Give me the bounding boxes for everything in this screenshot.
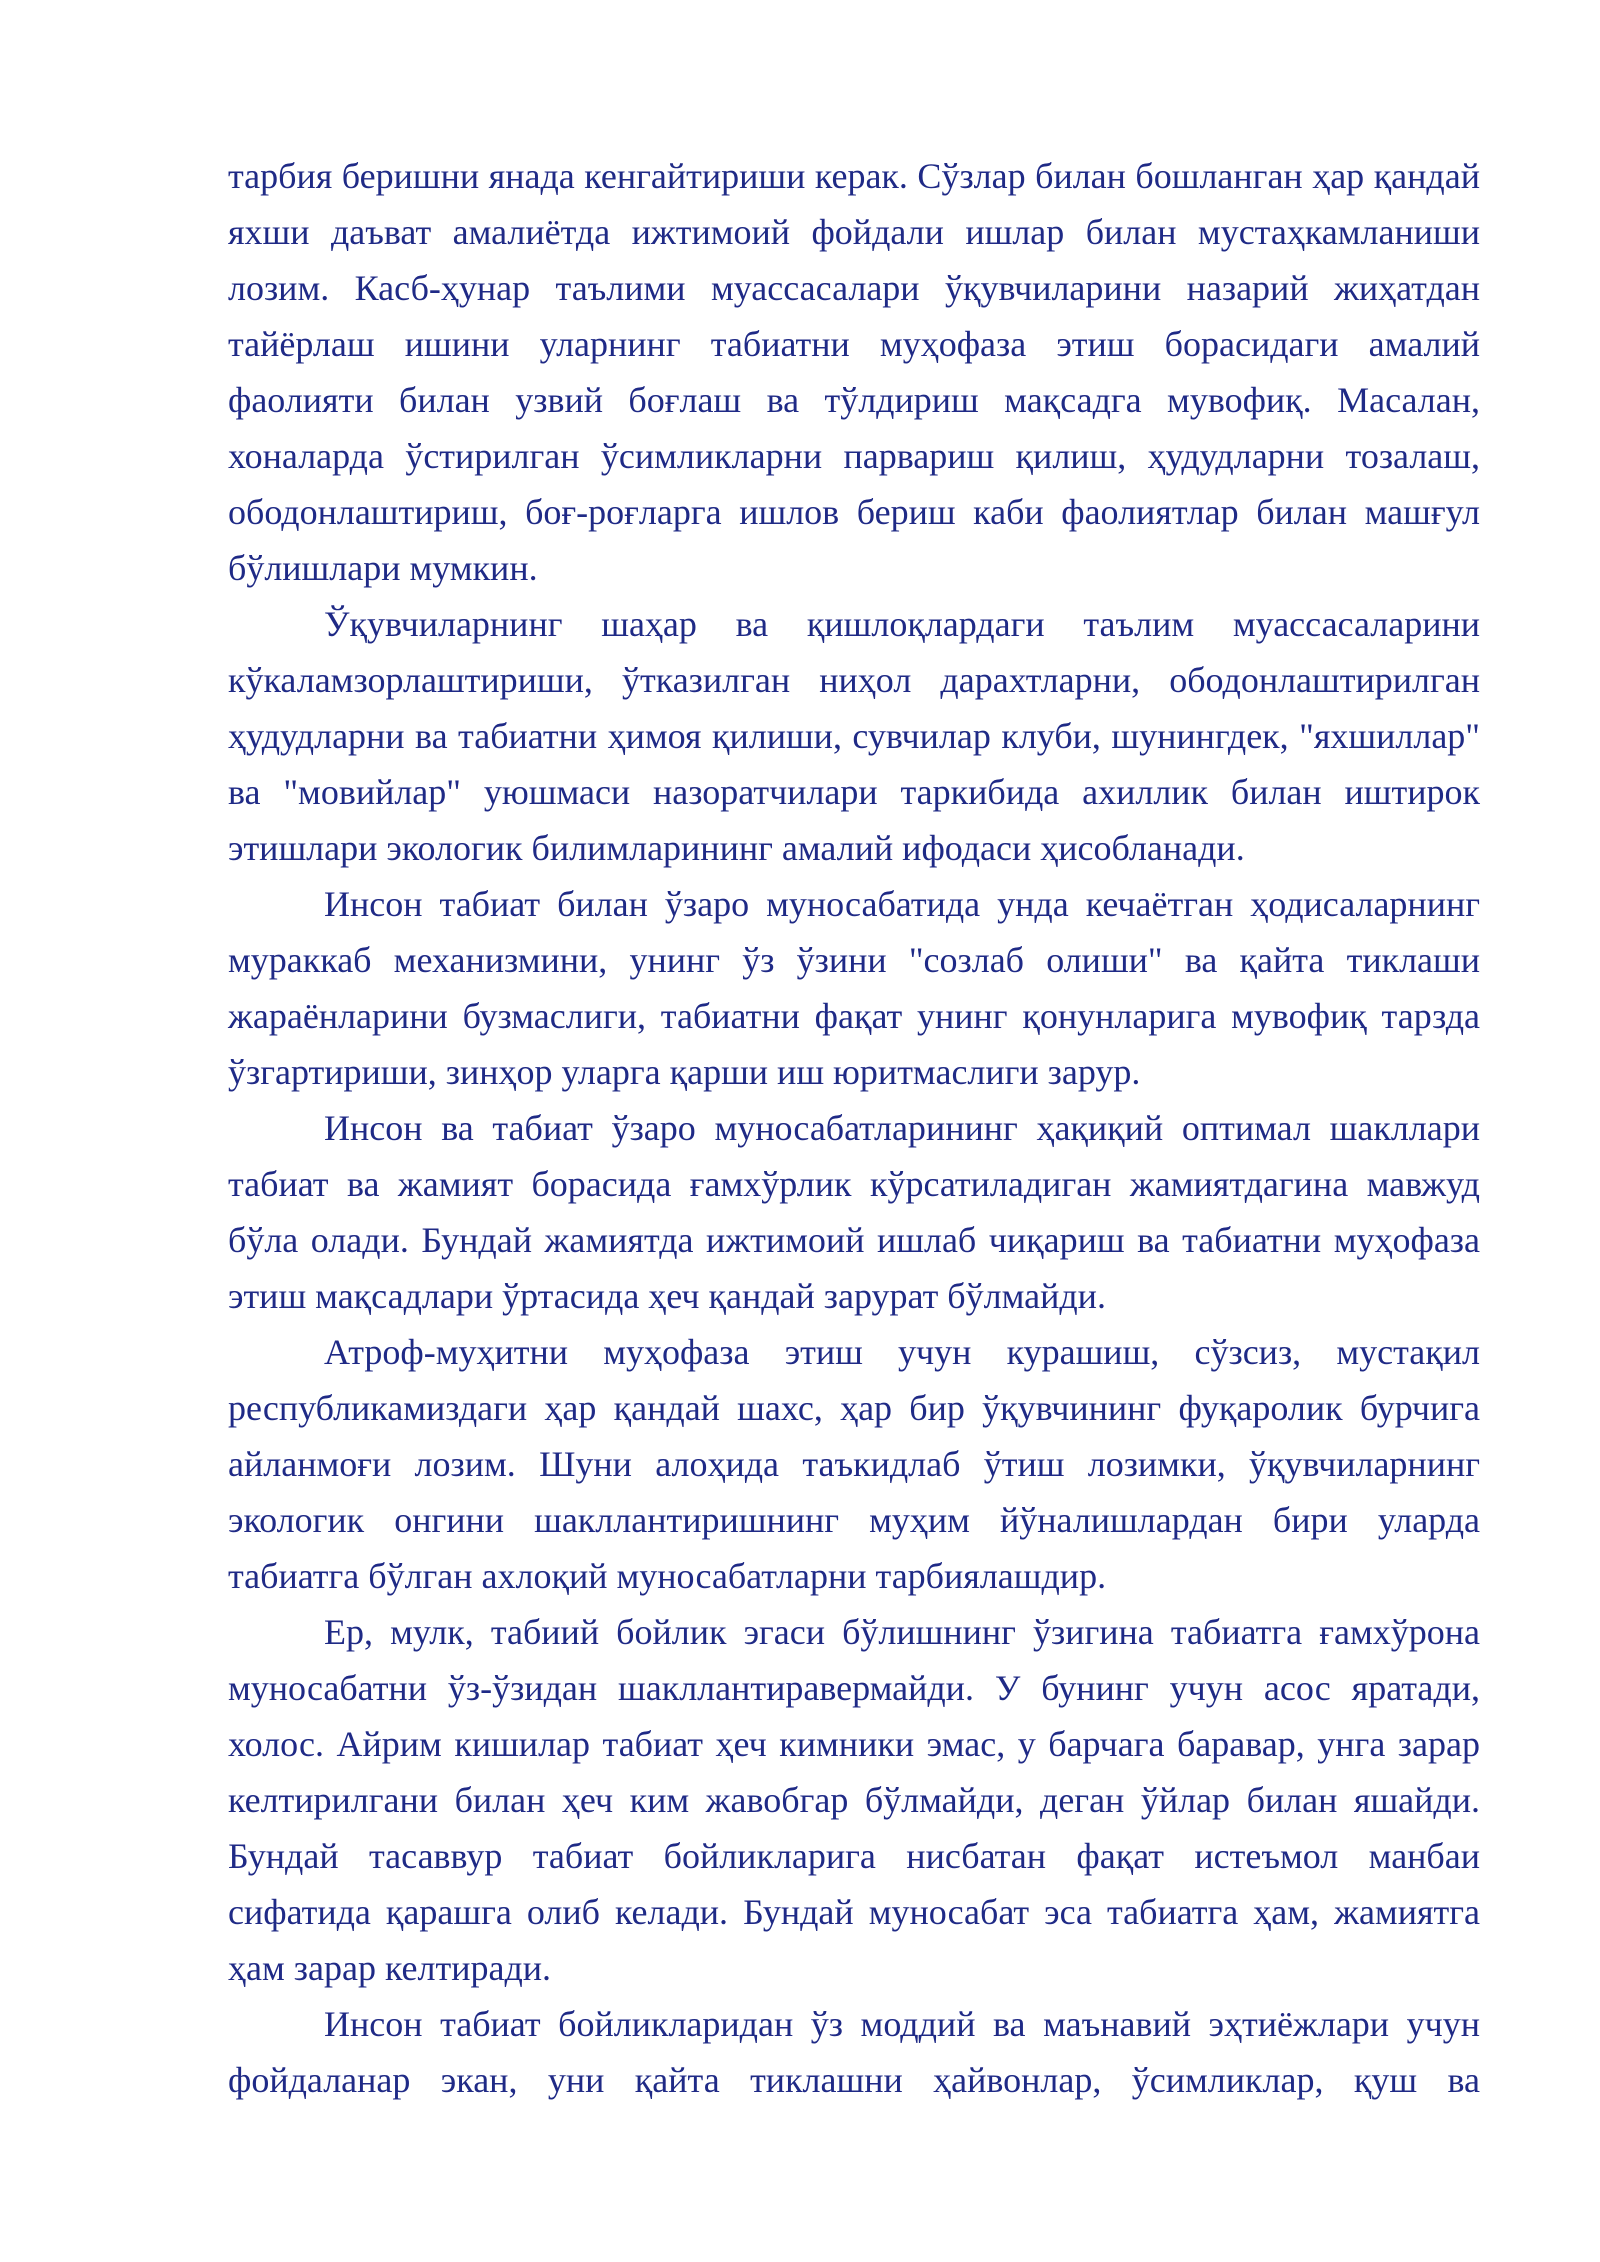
paragraph-3: Инсон табиат билан ўзаро муносабатида унда кечаётган ҳодисаларнинг мураккаб механизмини, унинг ўз ўзини "созлаб олиши" ва қайта тиклаши жараёнларини бузмаслиги, табиатни фақат унинг қонунларига мувофиқ тарзда ўзгартириши, зинҳор уларга қарши иш юритмаслиги зарур. — [228, 884, 1480, 1092]
document-page — [228, 148, 1480, 2108]
paragraph-4: Инсон ва табиат ўзаро муносабатларининг ҳақиқий оптимал шакллари табиат ва жамият борасида ғамхўрлик кўрсатиладиган жамиятдагина мавжуд бўла олади. Бундай жамиятда ижтимоий ишлаб чиқариш ва табиатни муҳофаза этиш мақсадлари ўртасида ҳеч қандай зарурат бўлмайди. — [228, 1108, 1480, 1316]
paragraph-2: Ўқувчиларнинг шаҳар ва қишлоқлардаги таълим муассасаларини кўкаламзорлаштириши, ўтказилган ниҳол дарахтларни, ободонлаштирилган ҳудудларни ва табиатни ҳимоя қилиши, сувчилар клуби, шунингдек, "яхшиллар" ва "мовийлар" уюшмаси назоратчилари таркибида ахиллик билан иштирок этишлари экологик билимларининг амалий ифодаси ҳисобланади. — [228, 604, 1480, 868]
paragraph-5: Атроф-муҳитни муҳофаза этиш учун курашиш, сўзсиз, мустақил республикамиздаги ҳар қандай шахс, ҳар бир ўқувчининг фуқаролик бурчига айланмоғи лозим. Шуни алоҳида таъкидлаб ўтиш лозимки, ўқувчиларнинг экологик онгини шакллантиришнинг муҳим йўналишлардан бири уларда табиатга бўлган ахлоқий муносабатларни тарбиялашдир. — [228, 1332, 1480, 1596]
paragraph-6: Ер, мулк, табиий бойлик эгаси бўлишнинг ўзигина табиатга ғамхўрона муносабатни ўз-ўзидан шакллантиравермайди. У бунинг учун асос яратади, холос. Айрим кишилар табиат ҳеч кимники эмас, у барчага баравар, унга зарар келтирилгани билан ҳеч ким жавобгар бўлмайди, деган ўйлар билан яшайди. Бундай тасаввур табиат бойликларига нисбатан фақат истеъмол манбаи сифатида қарашга олиб келади. Бундай муносабат эса табиатга ҳам, жамиятга ҳам зарар келтиради. — [228, 1612, 1480, 1988]
paragraph-7: Инсон табиат бойликларидан ўз моддий ва маънавий эҳтиёжлари учун фойдаланар экан, уни қайта тиклашни ҳайвонлар, ўсимликлар, қуш ва — [228, 2004, 1480, 2100]
paragraph-1: тарбия беришни янада кенгайтириши керак. Сўзлар билан бошланган ҳар қандай яхши даъват амалиётда ижтимоий фойдали ишлар билан мустаҳкамланиши лозим. Касб-ҳунар таълими муассасалари ўқувчиларини назарий жиҳатдан тайёрлаш ишини уларнинг табиатни муҳофаза этиш борасидаги амалий фаолияти билан узвий боғлаш ва тўлдириш мақсадга мувофиқ. Масалан, хоналарда ўстирилган ўсимликларни парвариш қилиш, ҳудудларни тозалаш, ободонлаштириш, боғ-роғларга ишлов бериш каби фаолиятлар билан машғул бўлишлари мумкин. — [228, 156, 1480, 588]
